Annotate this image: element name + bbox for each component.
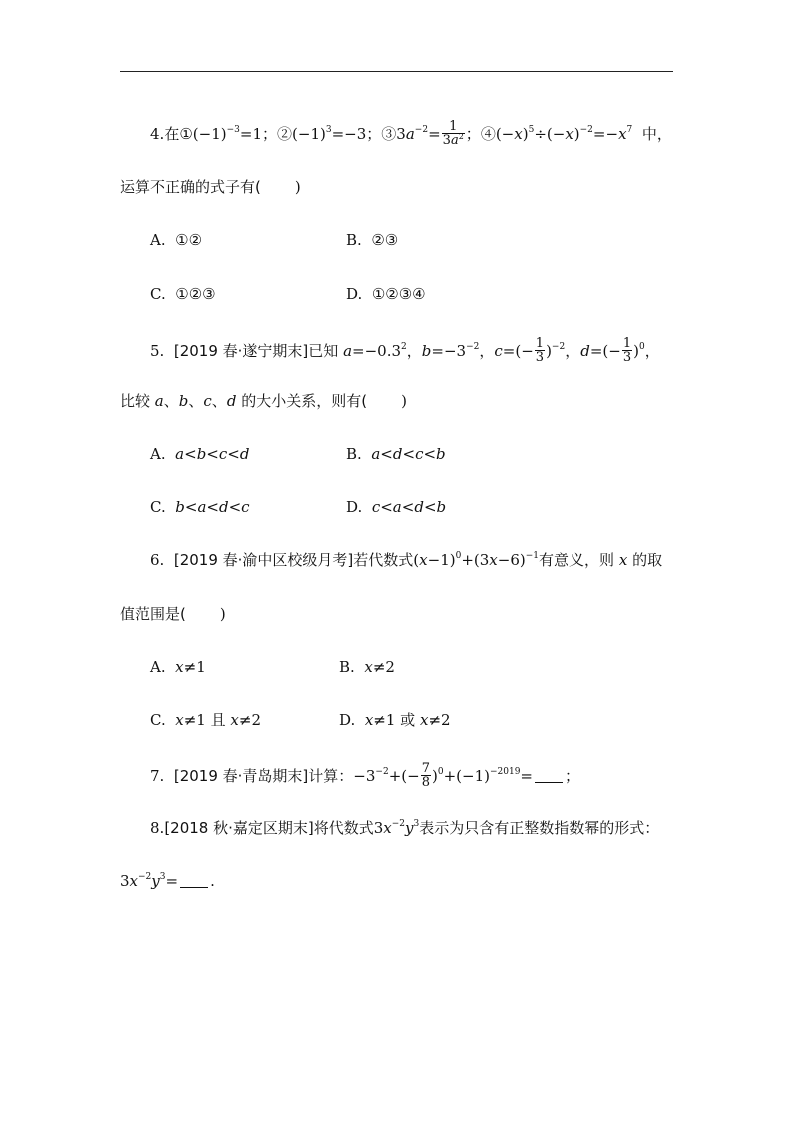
q4-option-a: A. ①② [150, 231, 203, 249]
question-7: 7. [2019 春·青岛期末]计算：$-3^{-2}+(-$ $\frac{7}{8}$ )$^0+(-1)^{-2019}=$ ； [150, 761, 581, 790]
q6-option-a: A. x≠1 [150, 658, 206, 676]
answer-blank[interactable] [535, 768, 563, 783]
fraction: $\frac{7}{8}$ [421, 761, 430, 790]
question-8-line-2: $3x^{-2}y^3=$ . [120, 872, 215, 890]
fraction: $\frac{1}{3}$ [535, 336, 545, 365]
q4-option-b: B. ②③ [346, 231, 399, 249]
question-4-line-2: 运算不正确的式子有( ) [120, 178, 301, 196]
question-6-line-2: 值范围是( ) [120, 605, 226, 623]
q6-option-d: D. x≠1 或 x≠2 [339, 711, 451, 729]
q5-option-b: B. a<d<c<b [346, 445, 446, 463]
q4-option-c: C. ①②③ [150, 285, 216, 303]
q6-option-b: B. x≠2 [339, 658, 395, 676]
question-5-line-1: 5. [2019 春·遂宁期末]已知 $a=-0.3^2$，$b=-3^{-2}$，c=(− $\frac{1}{3}$ )$^{-2}$，d=(− $\frac{1}{3}$ )$^0$， [150, 336, 660, 365]
q6-option-c: C. x≠1 且 x≠2 [150, 711, 262, 729]
q5-option-d: D. c<a<d<b [346, 498, 447, 516]
header-rule [120, 71, 673, 72]
fraction: $\frac{1}{3}$ [622, 336, 632, 365]
q5-option-c: C. b<a<d<c [150, 498, 250, 516]
q5-option-a: A. a<b<c<d [150, 445, 250, 463]
question-8-line-1: 8.[2018 秋·嘉定区期末]将代数式$3x^{-2}y^3$表示为只含有正整数指数幂的形式： [150, 819, 660, 837]
q4-option-d: D. ①②③④ [346, 285, 426, 303]
question-5-line-2: 比较 a、b、c、d 的大小关系，则有( ) [120, 392, 407, 410]
question-6-line-1: 6. [2019 春·渝中区校级月考]若代数式$(x-1)^0+(3x-6)^{-1}$有意义，则 x 的取 [150, 551, 663, 569]
question-4-line-1: 4.在$①(-1)^{-3}=1$；$②(-1)^3=-3$；$③3a^{-2}=$ $\frac{1}{3a^2}$ ；$④(-x)^5\div(-x)^{-2}=-x^7$ 中， [150, 119, 672, 148]
answer-blank[interactable] [180, 873, 208, 888]
fraction: $\frac{1}{3a^2}$ [442, 119, 464, 148]
